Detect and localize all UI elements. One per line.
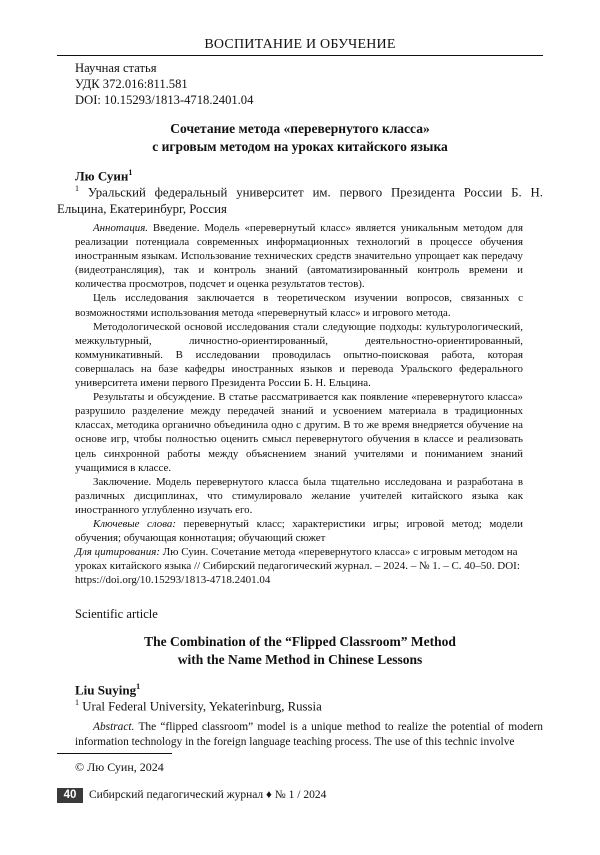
author-en-name: Liu Suying <box>75 682 137 698</box>
title-en <box>60 633 540 669</box>
article-type-en: Scientific article <box>75 607 158 621</box>
abstract-en-label: Abstract. <box>93 721 135 733</box>
abstract-ru-p4: Результаты и обсуждение. В статье рассматривается как появление «перевернутого класса» разрушило разделение между передачей знаний и усвоением материала в традиционных классах, методика органично объединила одно с другим. В то же время внедряется обучение на основе игр, чтобы полностью оценить смысл перевернутого обучения в классе и реализовать цель синхронной работы между объяснением знаний учителями и пониманием знаний учащимися в классе. <box>75 391 523 474</box>
author-en-sup: 1 <box>136 682 141 691</box>
author-ru-name: Лю Суин <box>75 168 129 184</box>
keywords-ru: перевернутый класс; характеристики игры; игровой метод; модели обучения; обучающая коннотация; обучающий сюжет <box>75 517 523 545</box>
abstract-ru-p5: Заключение. Модель перевернутого класса была тщательно исследована и разработана в различных дисциплинах, что стимулировало желание учителей китайского языка как иностранного углубленно изучать его. <box>75 475 523 516</box>
keywords-ru-label: Ключевые слова: <box>93 517 176 530</box>
affil-ru-sup: 1 <box>75 184 79 193</box>
article-type: Научная статья <box>75 61 157 75</box>
abstract-ru-p1: Введение. Модель «перевернутый класс» является уникальным методом для реализации потенциала современных информационных технологий в процессе обучения иностранным языкам. Использование технических средств значительно упрощает как передачу (видеотрансляция), так и контроль знаний (автоматизированный контроль времени и количества просмотров, подсчет и оценка результатов тестов). <box>75 222 523 291</box>
author-ru-sup: 1 <box>128 168 133 177</box>
title-en-line2: with the Name Method in Chinese Lessons <box>177 652 423 667</box>
citation-text: Лю Суин. Сочетание метода «перевернутого класса» с игровым методом на уроках китайского языка // Сибирский педагогический журнал. – 2024. – № 1. – С. 40–50. DOI: https://doi.org/10.15293/1813-4718.2401.04 <box>75 546 520 586</box>
affil-en-sup: 1 <box>75 698 79 707</box>
affiliation-en <box>75 694 543 715</box>
title-en-line1: The Combination of the “Flipped Classroom” Method <box>144 634 456 649</box>
doi-ru: DOI: 10.15293/1813-4718.2401.04 <box>75 93 254 107</box>
citation-label: Для цитирования: <box>75 546 161 558</box>
page-number: 40 <box>57 788 83 803</box>
abstract-ru <box>75 221 523 545</box>
title-ru <box>60 120 540 156</box>
udk-code: УДК 372.016:811.581 <box>75 77 188 91</box>
citation-ru <box>75 545 543 587</box>
affiliation-en-text: Ural Federal University, Yekaterinburg, Russia <box>79 699 322 714</box>
copyright-notice: © Лю Суин, 2024 <box>75 760 164 774</box>
section-header: ВОСПИТАНИЕ И ОБУЧЕНИЕ <box>57 36 543 56</box>
abstract-ru-label: Аннотация. <box>93 222 149 234</box>
footnote-divider <box>57 753 172 754</box>
title-ru-line2: с игровым методом на уроках китайского языка <box>152 139 448 154</box>
abstract-ru-p3: Методологической основой исследования стали следующие подходы: культурологический, межкультурный, личностно-ориентированный, деятельностно-ориентированный, коммуникативный. В исследовании проводилась опытно-поисковая работа, которая совершалась на базе кафедры иностранных языков и перевода Уральского федерального университета имени первого Президента России Б. Н. Ельцина. <box>75 320 523 390</box>
article-meta <box>75 60 253 108</box>
page-footer <box>57 788 543 803</box>
abstract-en-text: The “flipped classroom” model is a unique method to realize the potential of modern information technology in the foreign language teaching process. The use of this technic involve <box>75 721 543 748</box>
abstract-ru-p2: Цель исследования заключается в теоретическом изучении вопросов, связанных с возможностями использования метода «перевернутый класс» и игрового метода. <box>75 292 523 319</box>
affiliation-ru-text: Уральский федеральный университет им. первого Президента России Б. Н. Ельцина, Екатеринбург, Россия <box>57 185 543 217</box>
journal-issue: Сибирский педагогический журнал ♦ № 1 / 2024 <box>89 789 327 801</box>
title-ru-line1: Сочетание метода «перевернутого класса» <box>170 121 430 136</box>
abstract-en <box>75 720 543 749</box>
affiliation-ru <box>57 180 543 218</box>
